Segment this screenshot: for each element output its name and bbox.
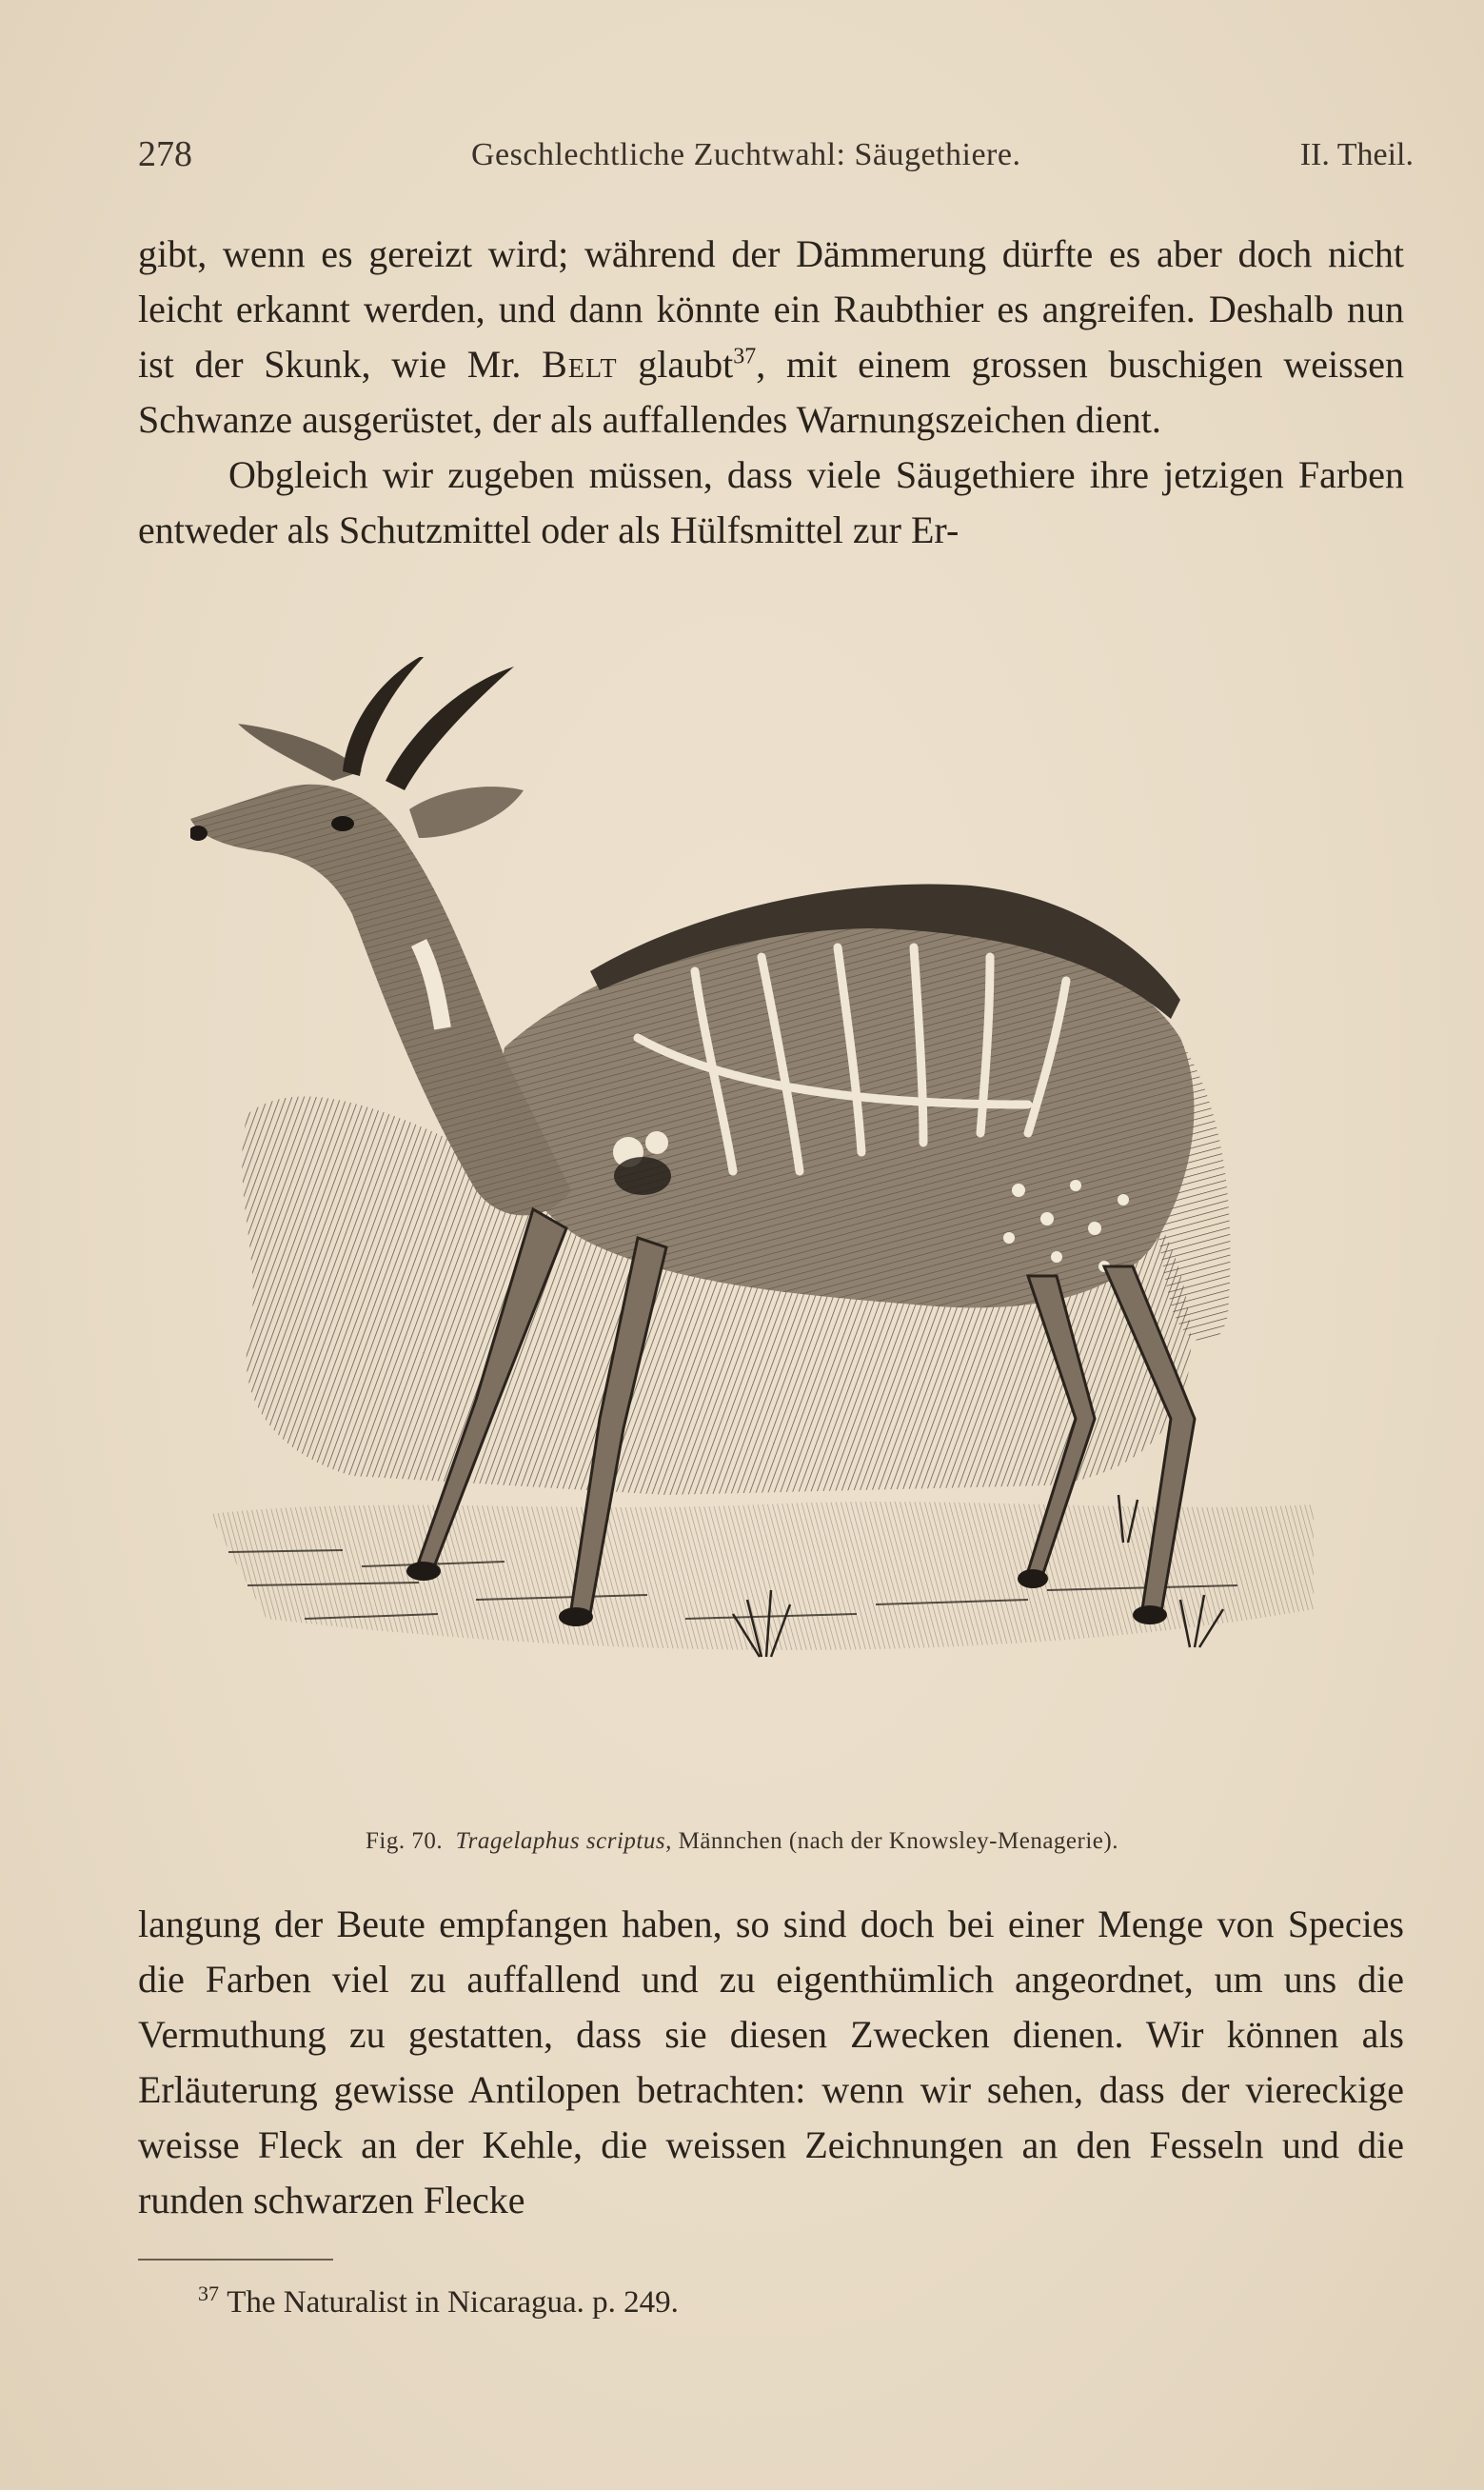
figure-description: Männchen (nach der Knowsley-Menagerie). (678, 1828, 1118, 1854)
footnote-number: 37 (198, 2281, 219, 2305)
part-label: II. Theil. (1299, 137, 1414, 172)
footnote-ref: 37 (733, 344, 757, 369)
text-block-top (138, 227, 1404, 558)
text-block-bottom (138, 1897, 1404, 2228)
running-header (138, 133, 1414, 190)
footnote (198, 2281, 679, 2321)
paragraph-text: gibt, wenn es gereizt wird; während der Dämmerung dürfte es aber doch nicht leicht erkannt werden, und dann könnte ein Raubthier es angreifen. Deshalb nun ist der Skunk, wie Mr. (138, 232, 1404, 386)
running-title: Geschlechtliche Zuchtwahl: Säugethiere. (471, 137, 1021, 172)
footnote-rule (138, 2259, 333, 2261)
paragraph-text: , mit einem grossen buschigen weissen Schwanze ausgerüstet, der als auffallendes Warnungszeichen dient. (138, 343, 1404, 441)
antelope-engraving (190, 657, 1333, 1800)
footnote-text: The Naturalist in Nicaragua. p. 249. (227, 2285, 679, 2320)
paragraph-text: glaubt (617, 343, 734, 386)
author-name: Belt (542, 343, 618, 386)
figure-label: Fig. 70. (366, 1828, 444, 1854)
paragraph-colours: Obgleich wir zugeben müssen, dass viele Säugethiere ihre jetzigen Farben entweder als Schutzmittel oder als Hülfsmittel zur Er- (138, 453, 1404, 551)
paragraph-antelopes: langung der Beute empfangen haben, so sind doch bei einer Menge von Species die Farben viel zu auffallend und zu eigenthümlich angeordnet, um uns die Vermuthung zu gestatten, dass sie diesen Zwecken dienen. Wir können als Erläuterung gewisse Antilopen betrachten: wenn wir sehen, dass der viereckige weisse Fleck an der Kehle, die weissen Zeichnungen an den Fesseln und die runden schwarzen Flecke (138, 1902, 1404, 2221)
page-number: 278 (138, 134, 192, 174)
species-name: Tragelaphus scriptus, (455, 1828, 672, 1854)
paragraph-skunk (138, 227, 1404, 448)
figure-caption (0, 1828, 1484, 1855)
